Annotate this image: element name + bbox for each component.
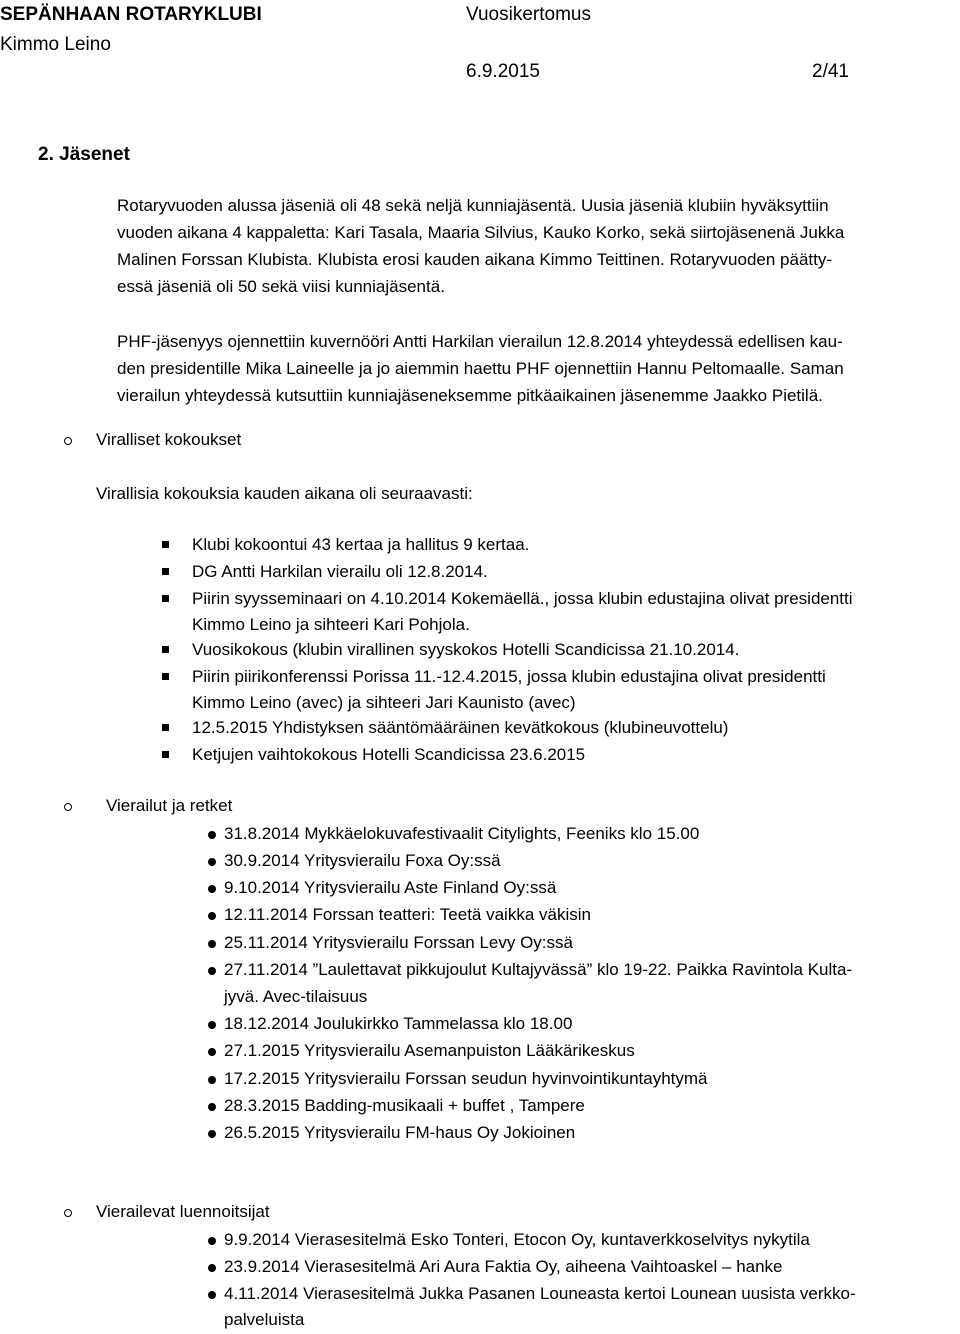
bullet-icon [208,940,216,948]
bullet-icon [208,858,216,866]
bullet-icon [208,912,216,920]
lecturer-item: 4.11.2014 Vierasesitelmä Jukka Pasanen Louneasta kertoi Lounean uusista verkko- [224,1284,856,1303]
square-bullet-icon [162,568,169,575]
visit-item: 9.10.2014 Yritysvierailu Aste Finland Oy:ssä [224,878,557,897]
meeting-item: Kimmo Leino (avec) ja sihteeri Jari Kaunisto (avec) [192,693,576,712]
intro-line: Malinen Forssan Klubista. Klubista erosi kauden aikana Kimmo Teittinen. Rotaryvuoden päätty- [117,250,833,269]
section-title: 2. Jäsenet [38,144,130,165]
bullet-icon [208,1291,216,1299]
bullet-icon [208,1237,216,1245]
phf-line: PHF-jäsenyys ojennettiin kuvernööri Antti Harkilan vierailun 12.8.2014 yhteydessä edellisen kau- [117,332,843,351]
bullet-icon [208,831,216,839]
meeting-item: Klubi kokoontui 43 kertaa ja hallitus 9 kertaa. [192,535,530,554]
lecturer-item: 23.9.2014 Vierasesitelmä Ari Aura Faktia Oy, aiheena Vaihtoaskel – hanke [224,1257,783,1276]
visit-item: 18.12.2014 Joulukirkko Tammelassa klo 18.00 [224,1014,573,1033]
lecturers-heading: Vierailevat luennoitsijat [96,1202,270,1221]
meetings-heading: Viralliset kokoukset [96,430,242,449]
visit-item: 25.11.2014 Yritysvierailu Forssan Levy Oy:ssä [224,933,573,952]
visit-item: 28.3.2015 Badding-musikaali + buffet , Tampere [224,1096,585,1115]
bullet-icon [208,1021,216,1029]
intro-line: Rotaryvuoden alussa jäseniä oli 48 sekä neljä kunniajäsentä. Uusia jäseniä klubiin hyväksyttiin [117,196,829,215]
meeting-item: Piirin piirikonferenssi Porissa 11.-12.4.2015, jossa klubin edustajina olivat presidentti [192,667,826,686]
meeting-item: Ketjujen vaihtokokous Hotelli Scandicissa 23.6.2015 [192,745,586,764]
meetings-intro: Virallisia kokouksia kauden aikana oli seuraavasti: [96,484,473,503]
visit-item: 27.1.2015 Yritysvierailu Asemanpuiston Lääkärikeskus [224,1041,635,1060]
meeting-item: Piirin syysseminaari on 4.10.2014 Kokemäellä., jossa klubin edustajina olivat presidentti [192,589,853,608]
visits-heading: Vierailut ja retket [106,796,233,815]
bullet-icon [208,1048,216,1056]
visit-item: jyvä. Avec-tilaisuus [224,987,368,1006]
intro-line: vuoden aikana 4 kappaletta: Kari Tasala, Maaria Silvius, Kauko Korko, sekä siirtojäsenenä Jukka [117,223,845,242]
meeting-item: DG Antti Harkilan vierailu oli 12.8.2014. [192,562,488,581]
phf-line: vierailun yhteydessä kutsuttiin kunniajäseneksemme pitkäaikainen jäsenemme Jaakko Pietilä. [117,386,823,405]
square-bullet-icon [162,595,169,602]
visit-item: 12.11.2014 Forssan teatteri: Teetä vaikka väkisin [224,905,591,924]
meeting-item: 12.5.2015 Yhdistyksen sääntömääräinen kevätkokous (klubineuvottelu) [192,718,729,737]
visit-item: 30.9.2014 Yritysvierailu Foxa Oy:ssä [224,851,501,870]
bullet-icon [208,1103,216,1111]
visit-item: 26.5.2015 Yritysvierailu FM-haus Oy Jokioinen [224,1123,576,1142]
page-number: 2/41 [812,61,849,82]
bullet-icon [208,1130,216,1138]
bullet-icon [208,885,216,893]
square-bullet-icon [162,751,169,758]
meeting-item: Vuosikokous (klubin virallinen syyskokos Hotelli Scandicissa 21.10.2014. [192,640,740,659]
visit-item: 17.2.2015 Yritysvierailu Forssan seudun hyvinvointikuntayhtymä [224,1069,708,1088]
square-bullet-icon [162,646,169,653]
visit-item: 31.8.2014 Mykkäelokuvafestivaalit Citylights, Feeniks klo 15.00 [224,824,700,843]
bullet-icon [208,967,216,975]
document-date: 6.9.2015 [466,61,540,82]
club-name: SEPÄNHAAN ROTARYKLUBI [0,4,262,25]
square-bullet-icon [162,673,169,680]
phf-line: den presidentille Mika Laineelle ja jo aiemmin haettu PHF ojennettiin Hannu Peltomaalle. Saman [117,359,844,378]
bullet-icon [208,1264,216,1272]
visit-item: 27.11.2014 ”Laulettavat pikkujoulut Kultajyvässä” klo 19-22. Paikka Ravintola Kulta- [224,960,853,979]
intro-line: essä jäseniä oli 50 sekä viisi kunniajäsentä. [117,277,445,296]
document-type: Vuosikertomus [466,4,591,25]
bullet-icon [64,1209,72,1217]
bullet-icon [64,437,72,445]
author-name: Kimmo Leino [0,34,111,55]
lecturer-item: 9.9.2014 Vierasesitelmä Esko Tonteri, Etocon Oy, kuntaverkkoselvitys nykytila [224,1230,810,1249]
square-bullet-icon [162,541,169,548]
meeting-item: Kimmo Leino ja sihteeri Kari Pohjola. [192,615,470,634]
bullet-icon [64,803,72,811]
lecturer-item: palveluista [224,1310,305,1329]
square-bullet-icon [162,724,169,731]
bullet-icon [208,1076,216,1084]
